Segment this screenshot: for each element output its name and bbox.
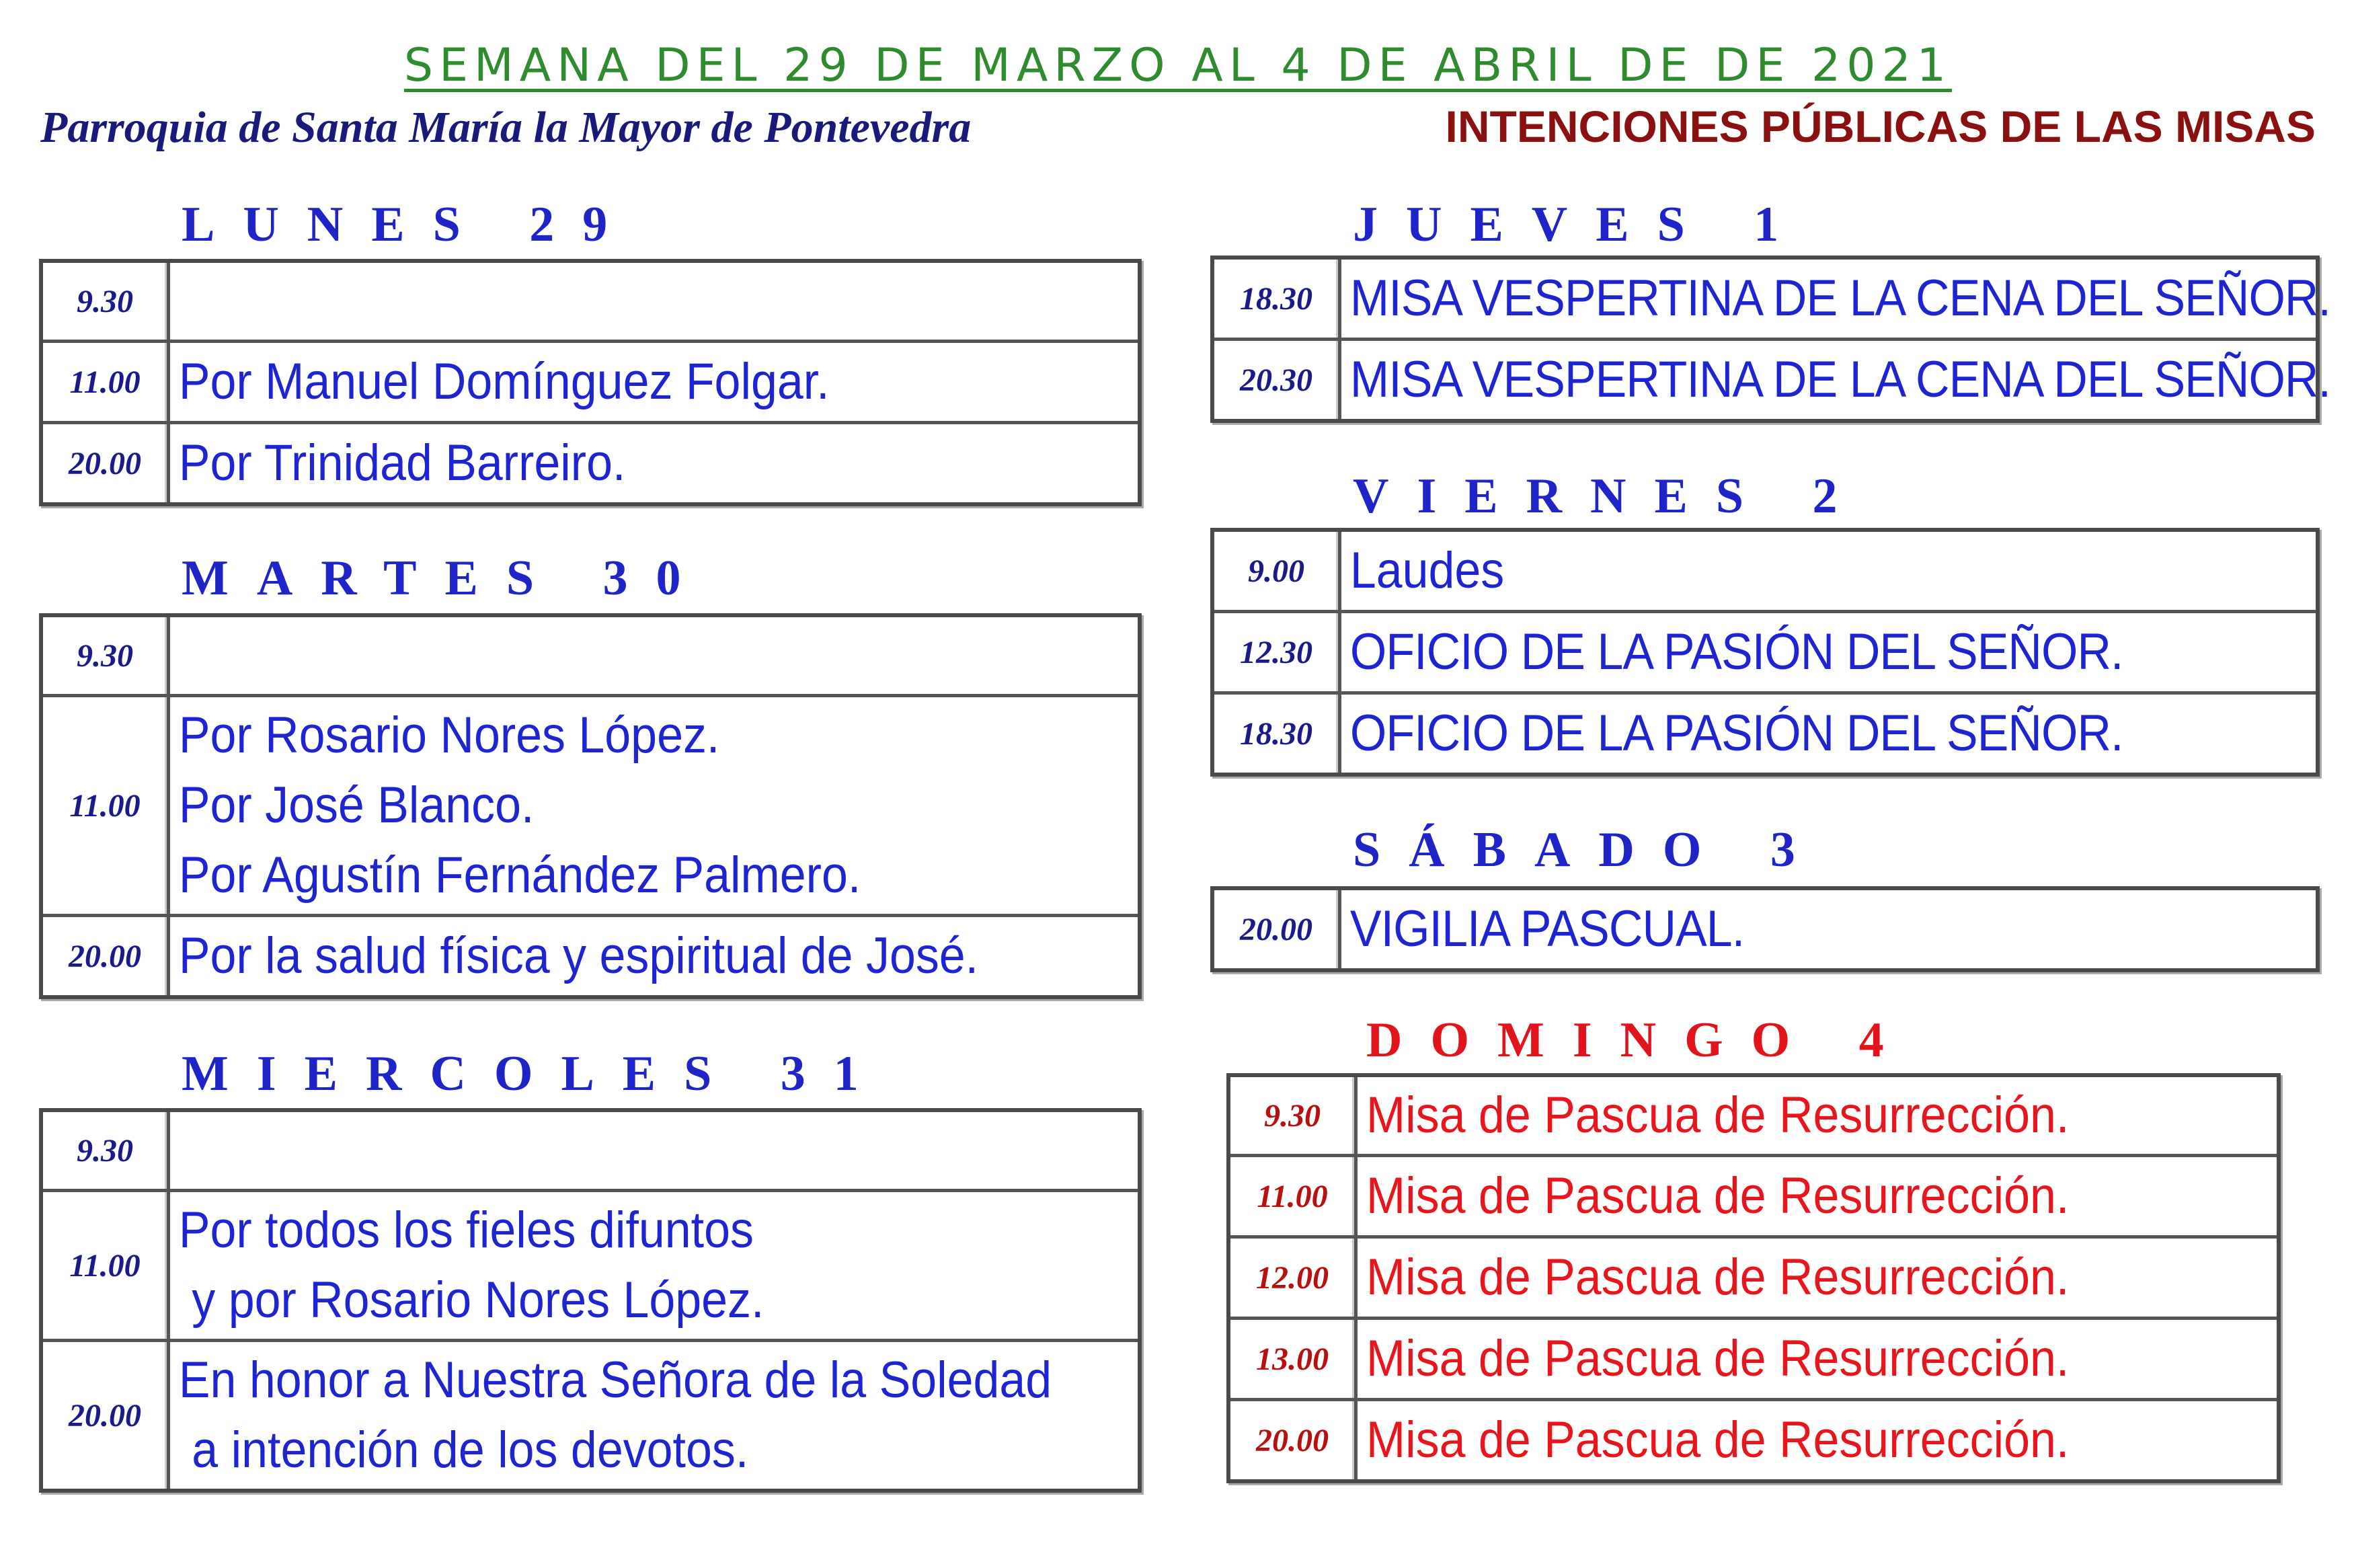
time-cell: 9.30 — [43, 1112, 170, 1189]
intention-cell — [1358, 1320, 2203, 1398]
schedule-table-miercoles — [39, 1108, 1142, 1493]
time-cell: 12.00 — [1230, 1239, 1358, 1317]
intention-line: y por Rosario Nores López. — [178, 1271, 764, 1329]
intention-line: En honor a Nuestra Señora de la Soledad — [178, 1351, 1052, 1409]
intention-cell — [1358, 1157, 2203, 1235]
intention-cell — [1341, 532, 2238, 610]
schedule-row — [1214, 691, 2316, 773]
schedule-row — [43, 617, 1138, 694]
intention-cell — [170, 917, 1060, 995]
parish-name: Parroquia de Santa María la Mayor de Pontevedra — [40, 103, 972, 152]
schedule-row — [1230, 1154, 2277, 1235]
schedule-row — [1230, 1235, 2277, 1317]
schedule-row — [43, 914, 1138, 995]
time-cell: 20.00 — [1230, 1401, 1358, 1479]
schedule-row — [43, 340, 1138, 421]
intention-line: Misa de Pascua de Resurrección. — [1366, 1087, 2070, 1144]
time-cell: 20.00 — [43, 424, 170, 502]
day-title-lunes: LUNES 29 — [182, 197, 636, 252]
intention-line: Misa de Pascua de Resurrección. — [1366, 1167, 2070, 1224]
intention-line: Por todos los fieles difuntos — [178, 1202, 754, 1259]
intention-line: OFICIO DE LA PASIÓN DEL SEÑOR. — [1349, 623, 2123, 680]
time-cell: 11.00 — [43, 1192, 170, 1339]
schedule-table-jueves — [1210, 256, 2330, 423]
intention-cell — [170, 1192, 1060, 1339]
intention-cell — [1341, 613, 2238, 691]
day-title-martes: MARTES 30 — [182, 551, 709, 606]
intention-line: Por Agustín Fernández Palmero. — [178, 847, 861, 904]
schedule-table-domingo — [1226, 1073, 2281, 1483]
time-cell: 20.00 — [1214, 890, 1341, 968]
intention-cell — [170, 697, 1060, 914]
schedule-row — [43, 1112, 1138, 1189]
intention-line: VIGILIA PASCUAL. — [1349, 900, 1745, 957]
time-cell: 20.00 — [43, 1342, 170, 1489]
intention-line: Por Trinidad Barreiro. — [178, 434, 626, 492]
schedule-row — [1214, 890, 2316, 968]
intention-line: Por Manuel Domínguez Folgar. — [178, 353, 830, 410]
schedule-row — [1214, 610, 2316, 691]
day-title-viernes: VIERNES 2 — [1353, 469, 1866, 524]
time-cell: 11.00 — [43, 343, 170, 421]
time-cell: 9.30 — [1230, 1077, 1358, 1154]
time-cell: 18.30 — [1214, 695, 1341, 773]
intention-cell — [1358, 1401, 2203, 1479]
schedule-row — [43, 1189, 1138, 1339]
intention-cell — [170, 1112, 1060, 1189]
schedule-row — [1214, 338, 2330, 419]
intention-line: Por José Blanco. — [178, 777, 535, 834]
time-cell: 12.30 — [1214, 613, 1341, 691]
intentions-heading: INTENCIONES PÚBLICAS DE LAS MISAS — [1445, 102, 2316, 151]
schedule-table-viernes — [1210, 528, 2320, 777]
schedule-row — [1214, 260, 2330, 338]
intention-cell — [1358, 1239, 2203, 1317]
day-title-miercoles: MIERCOLES 31 — [182, 1046, 887, 1101]
intention-cell — [1341, 341, 2339, 419]
intention-line: Misa de Pascua de Resurrección. — [1366, 1249, 2070, 1306]
time-cell: 9.00 — [1214, 532, 1341, 610]
intention-line: OFICIO DE LA PASIÓN DEL SEÑOR. — [1349, 705, 2123, 762]
schedule-table-lunes — [39, 259, 1142, 506]
intention-line: Misa de Pascua de Resurrección. — [1366, 1330, 2070, 1387]
time-cell: 13.00 — [1230, 1320, 1358, 1398]
intention-line: MISA VESPERTINA DE LA CENA DEL SEÑOR. — [1349, 270, 2330, 327]
intention-cell — [170, 1342, 1060, 1489]
schedule-row — [43, 421, 1138, 502]
intention-cell — [170, 424, 1060, 502]
intention-line: Laudes — [1349, 542, 1505, 599]
schedule-row — [1230, 1317, 2277, 1398]
page-title — [0, 39, 2356, 92]
week-heading: SEMANA DEL 29 DE MARZO AL 4 DE ABRIL DE DE 2021 — [403, 39, 1953, 92]
intention-line: Por la salud física y espiritual de José. — [178, 927, 979, 984]
time-cell: 20.30 — [1214, 341, 1341, 419]
intention-cell — [170, 263, 1060, 340]
time-cell: 18.30 — [1214, 260, 1341, 338]
intention-cell — [1341, 890, 2238, 968]
intention-cell — [1341, 260, 2339, 338]
intention-cell — [170, 343, 1060, 421]
schedule-row — [1214, 532, 2316, 610]
intention-line: Misa de Pascua de Resurrección. — [1366, 1411, 2070, 1468]
intention-cell — [1341, 695, 2238, 773]
day-title-domingo: DOMINGO 4 — [1366, 1013, 1912, 1068]
intention-line: Por Rosario Nores López. — [178, 707, 720, 764]
intention-cell — [1358, 1077, 2203, 1154]
day-title-jueves: JUEVES 1 — [1353, 197, 1807, 252]
schedule-row — [1230, 1077, 2277, 1154]
subtitle-bar — [40, 101, 2316, 153]
schedule-table-martes — [39, 613, 1142, 999]
schedule-row — [1230, 1398, 2277, 1479]
time-cell: 9.30 — [43, 617, 170, 694]
day-title-sabado: SÁBADO 3 — [1353, 822, 1823, 877]
schedule-row — [43, 263, 1138, 340]
intention-cell — [170, 617, 1060, 694]
time-cell: 11.00 — [1230, 1157, 1358, 1235]
intention-line: MISA VESPERTINA DE LA CENA DEL SEÑOR. — [1349, 351, 2330, 408]
schedule-table-sabado — [1210, 886, 2320, 972]
schedule-row — [43, 694, 1138, 914]
schedule-row — [43, 1339, 1138, 1489]
intention-line: a intención de los devotos. — [178, 1421, 749, 1479]
time-cell: 9.30 — [43, 263, 170, 340]
time-cell: 11.00 — [43, 697, 170, 914]
time-cell: 20.00 — [43, 917, 170, 995]
